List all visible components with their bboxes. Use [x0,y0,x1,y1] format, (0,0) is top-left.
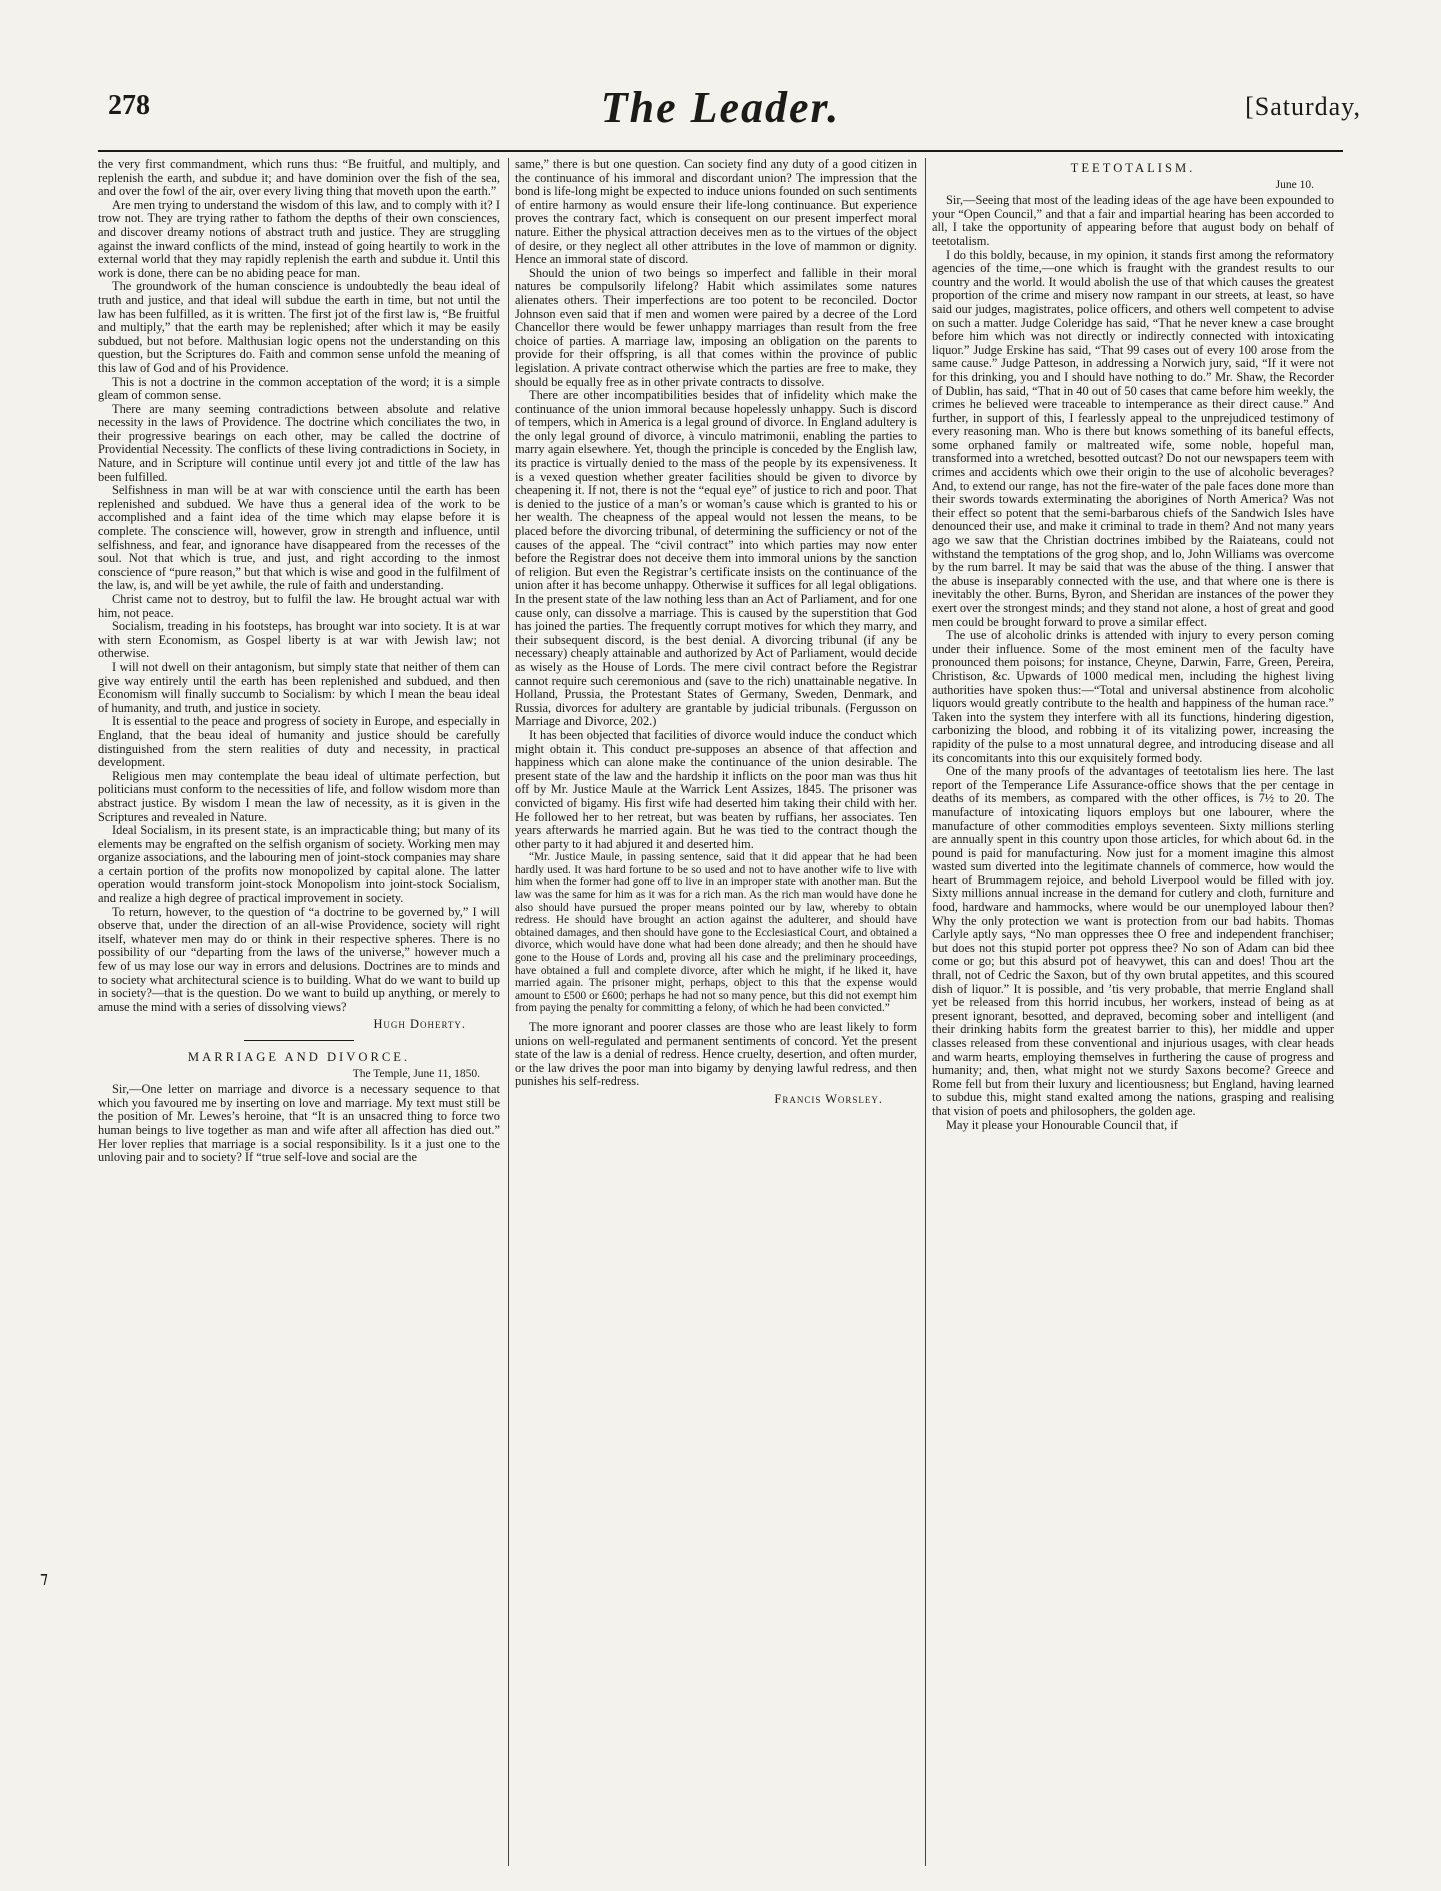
masthead-rule [98,150,1343,152]
paragraph: It is essential to the peace and progress of society in Europe, and especially in England, that the beau ideal of humanity and justice should be carefully distinguished from the stern realities of duty and necessity, in practical development. [98,714,500,770]
author-signature: Hugh Doherty. [373,1017,466,1032]
masthead [80,82,1361,142]
paragraph: To return, however, to the question of “a doctrine to be governed by,” I will observe that, under the direction of an all-wise Providence, society will right itself, whatever men may do or think in their respective spheres. There is no possibility of our “departing from the laws of the universe,” however much a few of us may lose our way in errors and delusions. Doctrines are to minds and to society what architectural science is to building. What do we want to build up in society?—that is the question. Do we want to build up anything, or merely to amuse the mind with a series of dissolving views? [98,904,500,1014]
paragraph: It has been objected that facilities of divorce would induce the conduct which might obtain it. This conduct pre-supposes an absence of that affection and happiness which can alone make the continuance of the union desirable. The present state of the law and the hardship it inflicts on the poor man was thus hit off by Mr. Justice Maule at the Warrick Lent Assizes, 1845. The prisoner was convicted of bigamy. His first wife had deserted him taking their child with her. He followed her to her retreat, but was beaten by ruffians, her associates. Ten years afterwards he married again. But he was tied to the contract though the other party to it had abjured it and deserted him. [515,727,917,851]
paragraph: I do this boldly, because, in my opinion, it stands first among the reformatory agencies of the time,—one which is fraught with the grandest results to our country and the world. It would abolish the use of that which causes the greatest proportion of the crime and misery now rampant in our streets, at least, so have said our judges, magistrates, police officers, and others well competent to advise on such a matter. Judge Coleridge has said, “That he never knew a case brought before him which was not directly or indirectly connected with intoxicating liquor.” Judge Erskine has said, “That 99 cases out of every 100 arose from the same cause.” Judge Patteson, in addressing a Norwich jury, said, “If it were not for this drinking, you and I should have nothing to do.” Mr. Shaw, the Recorder of Dublin, has said, “That in 40 out of 50 cases that came before him weekly, the crimes he believed were traceable to intemperance as their direct cause.” And further, in support of this, I fearlessly appeal to the unprejudiced testimony of every reasoning man. Who is there but knows something of its baneful effects, some orphaned family or maltreated wife, some noble, hopeful man, transformed into a wretched, besotted outcast? Do not our newspapers teem with crimes and accidents which owe their origin to the use of alcoholic beverages? And, to extend our range, has not the fire-water of the pale faces done more than their swords towards exterminating the aborigines of North America? Was not their effect so potent that the semi-barbarous chiefs of the Sandwich Isles have denounced their use, and make it criminal to trade in them? And not many years ago we saw that the Christian doctrines imbibed by the Raiateans, could not withstand the temptations of the grog shop, and lo, John Williams was overcome by the rum barrel. It may be said that was the abuse of the thing. I answer that the abuse is inseparably connected with the use, and that where one is there is inevitably the other. Burns, Byron, and Sheridan are instances of the power they exert over the strongest minds; and they stand not alone, a host of great and good men could be brought forward to prove a similar effect. [932,247,1334,629]
paragraph: Sir,—One letter on marriage and divorce is a necessary sequence to that which you favoured me by inserting on love and marriage. My text must still be the position of Mr. Lewes’s heroine, that “It is an unsacred thing to force two human beings to live together as man and wife after all affection has died out.” Her lover replies that marriage is a social responsibility. Is it a just one to the unloving pair and to society? If “true self-love and social are the [98,1082,500,1165]
paragraph: Are men trying to understand the wisdom of this law, and to comply with it? I trow not. They are trying rather to fathom the depths of their own consciences, and discover dreamy notions of abstract truth and justice. They are struggling against the inward conflicts of the mind, instead of going heartily to work in the external world that they may rapidly replenish the earth and subdue it. Until this work is done, there can be no abiding peace for man. [98,197,500,280]
paragraph: Socialism, treading in his footsteps, has brought war into society. It is at war with stern Economism, as Gospel liberty is at war with Jewish law; not otherwise. [98,619,500,661]
column-2 [515,158,917,1107]
margin-mark: ⁊ [40,1570,48,1587]
section-divider [244,1040,354,1041]
paragraph: Should the union of two beings so imperfect and fallible in their moral natures be compulsorily lifelong? Habit which assimilates some natures alienates others. Their imperfections are too potent to be reconciled. Doctor Johnson even said that if men and women were paired by a decree of the Lord Chancellor there would be fewer unhappy marriages than result from the free choice of parties. A marriage law, imposing an obligation on the parents to provide for their offspring, is all that comes within the province of public legislation. A private contract otherwise which the parties are free to make, they should be equally free as in other private contracts to dissolve. [515,265,917,389]
paragraph: There are many seeming contradictions between absolute and relative necessity in the laws of Providence. The doctrine which conciliates the two, in their progressive bearings on each other, may be called the doctrine of Providential Necessity. The conflicts of these living contradictions in Society, in Nature, and in Scripture will continue until every jot and tittle of the law has been fulfilled. [98,401,500,484]
paragraph: The groundwork of the human conscience is undoubtedly the beau ideal of truth and justice, and that ideal will subdue the earth in time, but not until the law has been fulfilled, as it is written. The first jot of the first law is, “Be fruitful and multiply,” that the earth may be replenished; after which it may be easily subdued, but not before. Malthusian logic opens not the understanding on this question, but the Scriptures do. Faith and common sense unfold the meaning of this law of God and of his Providence. [98,279,500,375]
paragraph: I will not dwell on their antagonism, but simply state that neither of them can give way entirely until the earth has been replenished and subdued, and then Economism will finally succumb to Socialism: by which I mean the beau ideal of humanity, and truth, and justice in society. [98,659,500,715]
column-3 [932,158,1334,1132]
quote-text: “Mr. Justice Maule, in passing sentence, said that it did appear that he had been hardly used. It was hard fortune to be so used and not to have another wife to live with him when the former had gone off to live in an improper state with another man. But the law was the same for him as it was for a rich man. As the rich man would have done he also should have pursued the proper means pointed our by law, whereby to obtain redress. He should have brought an action against the adulterer, and should have obtained damages, and then should have gone to the Ecclesiastical Court, and obtained a divorce, which would have done what had been done already; and then he should have gone to the House of Lords and, proving all his case and the preliminary proceedings, have obtained a full and complete divorce, after which he might, if he liked it, have married again. The prisoner might, perhaps, object to this that the expense would amount to £500 or £600; perhaps he had not so many pence, but this did not exempt him from paying the penalty for committing a felony, of which he had been convicted.” [515,851,917,1015]
page-number: 278 [108,90,150,121]
paragraph: The use of alcoholic drinks is attended with injury to every person coming under their influence. Some of the most eminent men of the faculty have pronounced them poisons; for instance, Cheyne, Darwin, Farre, Green, Pereira, Christison, &c. Upwards of 1000 medical men, including the highest living authorities have spoken thus:—“Total and universal abstinence from alcoholic liquors would greatly contribute to the health and happiness of the human race.” Taken into the system they interfere with all its functions, hindering digestion, carbonizing the blood, and robbing it of its vitalizing power, increasing the rapidity of the pulse to a most unnatural degree, and introducing disease and all its concomitants into this our exquisitely formed body. [932,628,1334,765]
paragraph: Ideal Socialism, in its present state, is an impracticable thing; but many of its elements may be engrafted on the selfish organism of society. Working men may organize associations, and the labouring men of joint-stock companies may share a certain portion of the profits now monopolized by capital alone. The latter operation would transform joint-stock Monopolism into joint-stock Socialism, and realize a high degree of practical improvement in society. [98,823,501,906]
block-quote [515,851,917,1015]
paragraph: There are other incompatibilities besides that of infidelity which make the continuance of the union immoral because hopelessly unhappy. Such is discord of tempers, which in America is a legal ground of divorce. In England adultery is the only legal ground of divorce, à vinculo matrimonii, enabling the parties to marry again elsewhere. Yet, though the principle is conceded by the English law, its practice is virtually denied to the mass of the people by its expensiveness. It is a vexed question whether greater facilities should be given to divorce by cheapening it. If not, there is not the “equal eye” of justice to rich and poor. That is denied to the justice of a man’s or woman’s cause which is granted to his or her wealth. The cheapness of the appeal would not lessen the means, to be placed before the divorcing tribunal, of determining the sufficiency or not of the causes of the appeal. The “civil contract” into which parties may now enter before the Registrar does not deceive them into immoral unions by the sanction of religion. But even the Registrar’s certificate insists on the continuance of the union after it has become unhappy. Otherwise it suffices for all legal obligations. In the present state of the law nothing less than an Act of Parliament, and for one cause only, can dissolve a marriage. This is caused by the superstition that God has joined the parties. The frequently corrupt motives for which they marry, and their subsequent discord, is the best denial. A divorcing tribunal (if any be necessary) cheaply attainable and authorized by Act of Parliament, would decide as wisely as the House of Lords. The mere civil contract before the Registrar cannot require such ceremonious and (save to the rich) unattainable negative. In Holland, Prussia, the Protestant States of Germany, Sweden, Denmark, and Russia, divorces for adultery are grantable by judicial tribunals. (Fergusson on Marriage and Divorce, 202.) [515,388,917,729]
paragraph: same,” there is but one question. Can society find any duty of a good citizen in the continuance of his immoral and discordant union? The impression that the bond is life-long might be expected to induce unions founded on such sentiments of entire harmony as would ensure their life-long continuance. But experience proves the contrary fact, which is consequent on our present imperfect moral nature. Either the physical attraction deceives men as to the virtues of the object of desire, or they neglect all other attributes in the love of mammon or dignity. Hence an immoral state of discord. [515,157,917,267]
column-divider [508,158,509,1866]
section-title: MARRIAGE AND DIVORCE. [187,1050,411,1064]
dateline: June 10. [1275,178,1314,191]
dateline: The Temple, June 11, 1850. [352,1067,480,1080]
paragraph: May it please your Honourable Council that, if [946,1117,1178,1132]
paragraph: One of the many proofs of the advantages of teetotalism lies here. The last report of the Temperance Life Assurance-office shows that the per centage in deaths of its members, as compared with the other offices, is 7½ to 20. The manufacture of intoxicating liquors employs but one labourer, where the manufacture of other commodities employs seventeen. Sixty millions sterling are annually spent in this country upon those articles, for which about 6d. in the pound is paid for manufacturing. Now just for a moment imagine this almost wasted sum diverted into the legitimate channels of commerce, how would the heart of Brummagem rejoice, and behold Liverpool would be filled with joy. Sixty millions annual increase in the demand for cutlery and cloth, furniture and food, hardware and hammocks, where would be our unemployed labour then? Why the only protection we want is protection from our bad habits. Thomas Carlyle aptly says, “No man oppresses thee O free and independent franchiser; but does not this stupid porter pot oppress thee? No son of Adam can bid thee come or go; but this absurd pot of heavywet, this can and does! Thou art the thrall, not of Cedric the Saxon, but of thy own brutal appetites, and this scoured dish of liquor.” It is possible, and ’tis very probable, that merrie England shall yet be released from this horrid incubus, her workers, instead of being as at present ignorant, besotted, and depraved, becoming sober and intelligent (and their drinking habits form the greatest barrier to this), her middle and upper classes released from these conventional and injurious usages, with clear heads and warm hearts, employing themselves in furthering the cause of progress and humanity; and, then, what might not we sturdy Saxons become? Greece and Rome fell but from their luxury and licentiousness; but England, having learned to subdue this, might stand exalted among the nations, grasping and realising that vision of poets and philosophers, the golden age. [932,764,1334,1118]
paragraph: This is not a doctrine in the common acceptation of the word; it is a simple gleam of common sense. [98,374,500,403]
paragraph: the very first commandment, which runs thus: “Be fruitful, and multiply, and replenish the earth, and subdue it; and have dominion over the fish of the sea, and over the fowl of the air, over every living thing that moveth upon the earth.” [98,157,500,199]
issue-day: [Saturday, [1245,92,1361,121]
column-divider [925,158,926,1866]
column-1 [98,158,500,1165]
publication-title: The Leader. [600,83,841,132]
paragraph: Christ came not to destroy, but to fulfil the law. He brought actual war with him, not peace. [98,592,500,620]
paragraph: The more ignorant and poorer classes are those who are least likely to form unions on well-regulated and permanent sentiments of concord. Yet the present state of the law is a denial of redress. Hence cruelty, desertion, and often murder, or the law drives the poor man into bigamy by denying lawful redress, and then punishes his self-redress. [515,1020,917,1089]
section-title: TEETOTALISM. [1070,161,1196,175]
paragraph: Selfishness in man will be at war with conscience until the earth has been replenished and subdued. We have thus a general idea of the work to be accomplished and a faint idea of the time which may elapse before it is complete. The conscience will, however, grow in strength and influence, until selfishness, and fear, and ignorance have disappeared from the recesses of the soul. Not that which is true, and just, and right according to the inmost conscience of “pure reason,” but that which is wise and good in the fulfilment of the law, is, and will be yet awhile, the rule of faith and understanding. [98,483,500,593]
paragraph: Sir,—Seeing that most of the leading ideas of the age have been expounded to your “Open Council,” and that a fair and impartial hearing has been accorded to all, I take the opportunity of appearing before that august body on behalf of teetotalism. [932,193,1334,248]
author-signature: Francis Worsley. [774,1091,883,1106]
paragraph: Religious men may contemplate the beau ideal of ultimate perfection, but politicians must conform to the necessities of life, and follow wisdom more than abstract justice. By wisdom I mean the law of necessity, as it is given in the Scriptures and revealed in Nature. [98,768,500,824]
